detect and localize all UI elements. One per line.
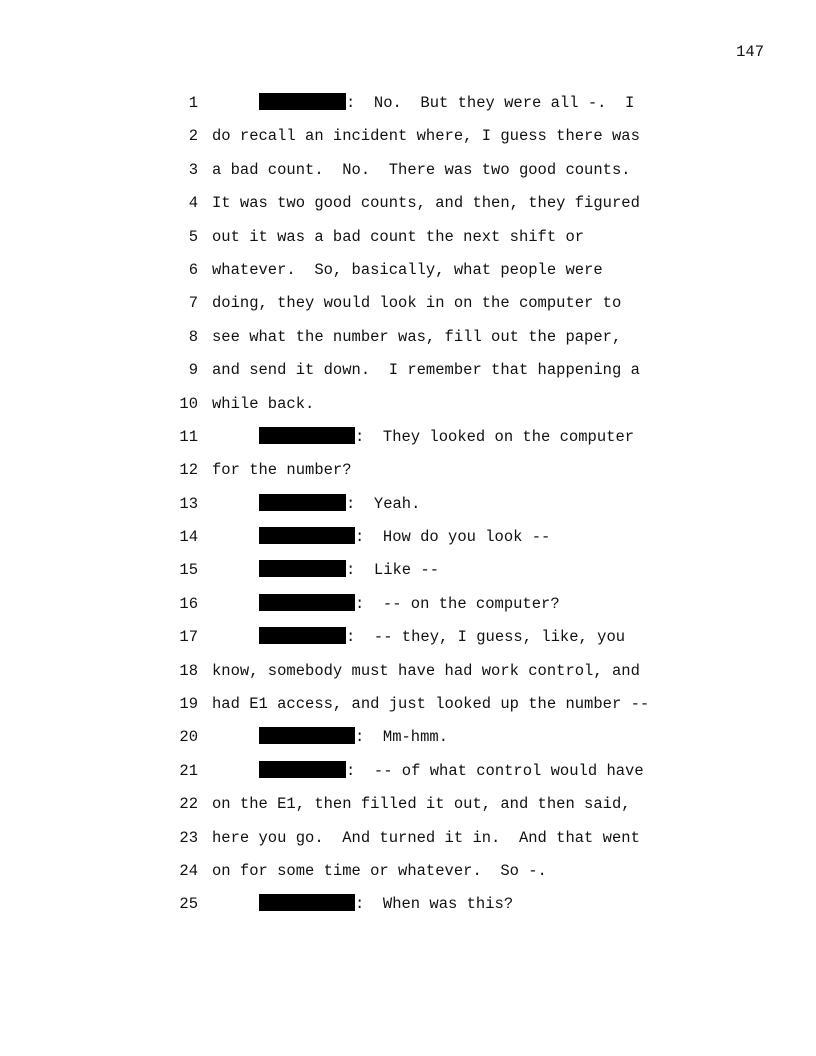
line-number: 7 xyxy=(188,294,198,313)
line-content: on for some time or whatever. So -. xyxy=(212,861,547,880)
line-content: : -- on the computer? xyxy=(355,594,560,613)
line-content: whatever. So, basically, what people were xyxy=(212,260,603,279)
transcript-line xyxy=(0,192,816,225)
line-number: 21 xyxy=(179,761,198,780)
line-content: : Mm-hmm. xyxy=(355,728,449,747)
line-number: 20 xyxy=(179,728,198,747)
line-text xyxy=(212,226,584,248)
redacted-speaker-name xyxy=(259,93,346,110)
speaker-line-text xyxy=(259,92,634,114)
transcript-line xyxy=(0,526,816,559)
speaker-line-text xyxy=(259,593,560,615)
line-number: 15 xyxy=(179,561,198,580)
line-content: : -- they, I guess, like, you xyxy=(346,628,626,647)
speaker-line-text xyxy=(259,626,625,648)
redacted-speaker-name xyxy=(259,761,346,778)
speaker-line-text xyxy=(259,726,448,748)
redacted-speaker-name xyxy=(259,727,355,744)
transcript-line xyxy=(0,626,816,659)
page-number: 147 xyxy=(736,43,764,61)
line-number: 18 xyxy=(179,661,198,680)
transcript-line xyxy=(0,459,816,492)
transcript-line xyxy=(0,693,816,726)
transcript-line xyxy=(0,660,816,693)
line-content: see what the number was, fill out the paper, xyxy=(212,327,622,346)
transcript-line xyxy=(0,159,816,192)
transcript-line xyxy=(0,226,816,259)
transcript-body xyxy=(0,92,816,927)
transcript-line xyxy=(0,292,816,325)
line-content: do recall an incident where, I guess there was xyxy=(212,127,640,146)
transcript-line xyxy=(0,893,816,926)
line-number: 5 xyxy=(188,227,198,246)
line-number: 2 xyxy=(188,127,198,146)
line-content: for the number? xyxy=(212,461,352,480)
line-number: 17 xyxy=(179,628,198,647)
transcript-line xyxy=(0,860,816,893)
line-text xyxy=(212,393,314,415)
line-content: and send it down. I remember that happening a xyxy=(212,361,640,380)
transcript-line xyxy=(0,793,816,826)
line-number: 9 xyxy=(188,361,198,380)
line-number: 14 xyxy=(179,528,198,547)
line-number: 3 xyxy=(188,160,198,179)
line-content: : They looked on the computer xyxy=(355,427,635,446)
speaker-line-text xyxy=(259,493,420,515)
redacted-speaker-name xyxy=(259,894,355,911)
redacted-speaker-name xyxy=(259,627,346,644)
line-content: on the E1, then filled it out, and then said, xyxy=(212,795,631,814)
transcript-line xyxy=(0,760,816,793)
line-text xyxy=(212,326,621,348)
speaker-line-text xyxy=(259,559,439,581)
line-number: 16 xyxy=(179,594,198,613)
line-content: : -- of what control would have xyxy=(346,761,644,780)
redacted-speaker-name xyxy=(259,427,355,444)
line-text xyxy=(212,125,640,147)
line-number: 19 xyxy=(179,695,198,714)
line-number: 12 xyxy=(179,461,198,480)
line-number: 8 xyxy=(188,327,198,346)
redacted-speaker-name xyxy=(259,527,355,544)
line-number: 11 xyxy=(179,427,198,446)
speaker-line-text xyxy=(259,760,644,782)
line-content: a bad count. No. There was two good counts. xyxy=(212,160,631,179)
line-content: It was two good counts, and then, they figured xyxy=(212,194,640,213)
transcript-line xyxy=(0,726,816,759)
line-number: 13 xyxy=(179,494,198,513)
line-content: know, somebody must have had work control, and xyxy=(212,661,640,680)
line-text xyxy=(212,459,352,481)
transcript-line xyxy=(0,827,816,860)
line-content: : When was this? xyxy=(355,895,514,914)
transcript-line xyxy=(0,426,816,459)
line-content: while back. xyxy=(212,394,315,413)
redacted-speaker-name xyxy=(259,594,355,611)
speaker-line-text xyxy=(259,426,634,448)
line-text xyxy=(212,192,640,214)
transcript-line xyxy=(0,259,816,292)
line-text xyxy=(212,359,640,381)
line-text xyxy=(212,292,621,314)
transcript-line xyxy=(0,326,816,359)
line-text xyxy=(212,860,547,882)
line-content: : How do you look -- xyxy=(355,528,551,547)
transcript-line xyxy=(0,559,816,592)
transcript-line xyxy=(0,359,816,392)
line-number: 25 xyxy=(179,895,198,914)
line-text xyxy=(212,793,631,815)
speaker-line-text xyxy=(259,526,550,548)
line-number: 23 xyxy=(179,828,198,847)
line-number: 24 xyxy=(179,861,198,880)
line-text xyxy=(212,259,603,281)
line-number: 4 xyxy=(188,194,198,213)
redacted-speaker-name xyxy=(259,494,346,511)
line-text xyxy=(212,660,640,682)
line-text xyxy=(212,159,631,181)
line-number: 6 xyxy=(188,260,198,279)
line-content: out it was a bad count the next shift or xyxy=(212,227,585,246)
line-number: 10 xyxy=(179,394,198,413)
line-number: 1 xyxy=(188,94,198,112)
line-content: : Like -- xyxy=(346,561,440,580)
transcript-line xyxy=(0,125,816,158)
redacted-speaker-name xyxy=(259,560,346,577)
transcript-line xyxy=(0,92,816,125)
speaker-line-text xyxy=(259,893,513,915)
line-content: : Yeah. xyxy=(346,494,421,513)
line-content: : No. But they were all -. I xyxy=(346,94,635,112)
transcript-line xyxy=(0,393,816,426)
line-text xyxy=(212,827,640,849)
line-content: here you go. And turned it in. And that went xyxy=(212,828,640,847)
line-content: had E1 access, and just looked up the number -- xyxy=(212,695,650,714)
transcript-line xyxy=(0,493,816,526)
line-number: 22 xyxy=(179,795,198,814)
line-content: doing, they would look in on the computer to xyxy=(212,294,622,313)
line-text xyxy=(212,693,649,715)
transcript-line xyxy=(0,593,816,626)
